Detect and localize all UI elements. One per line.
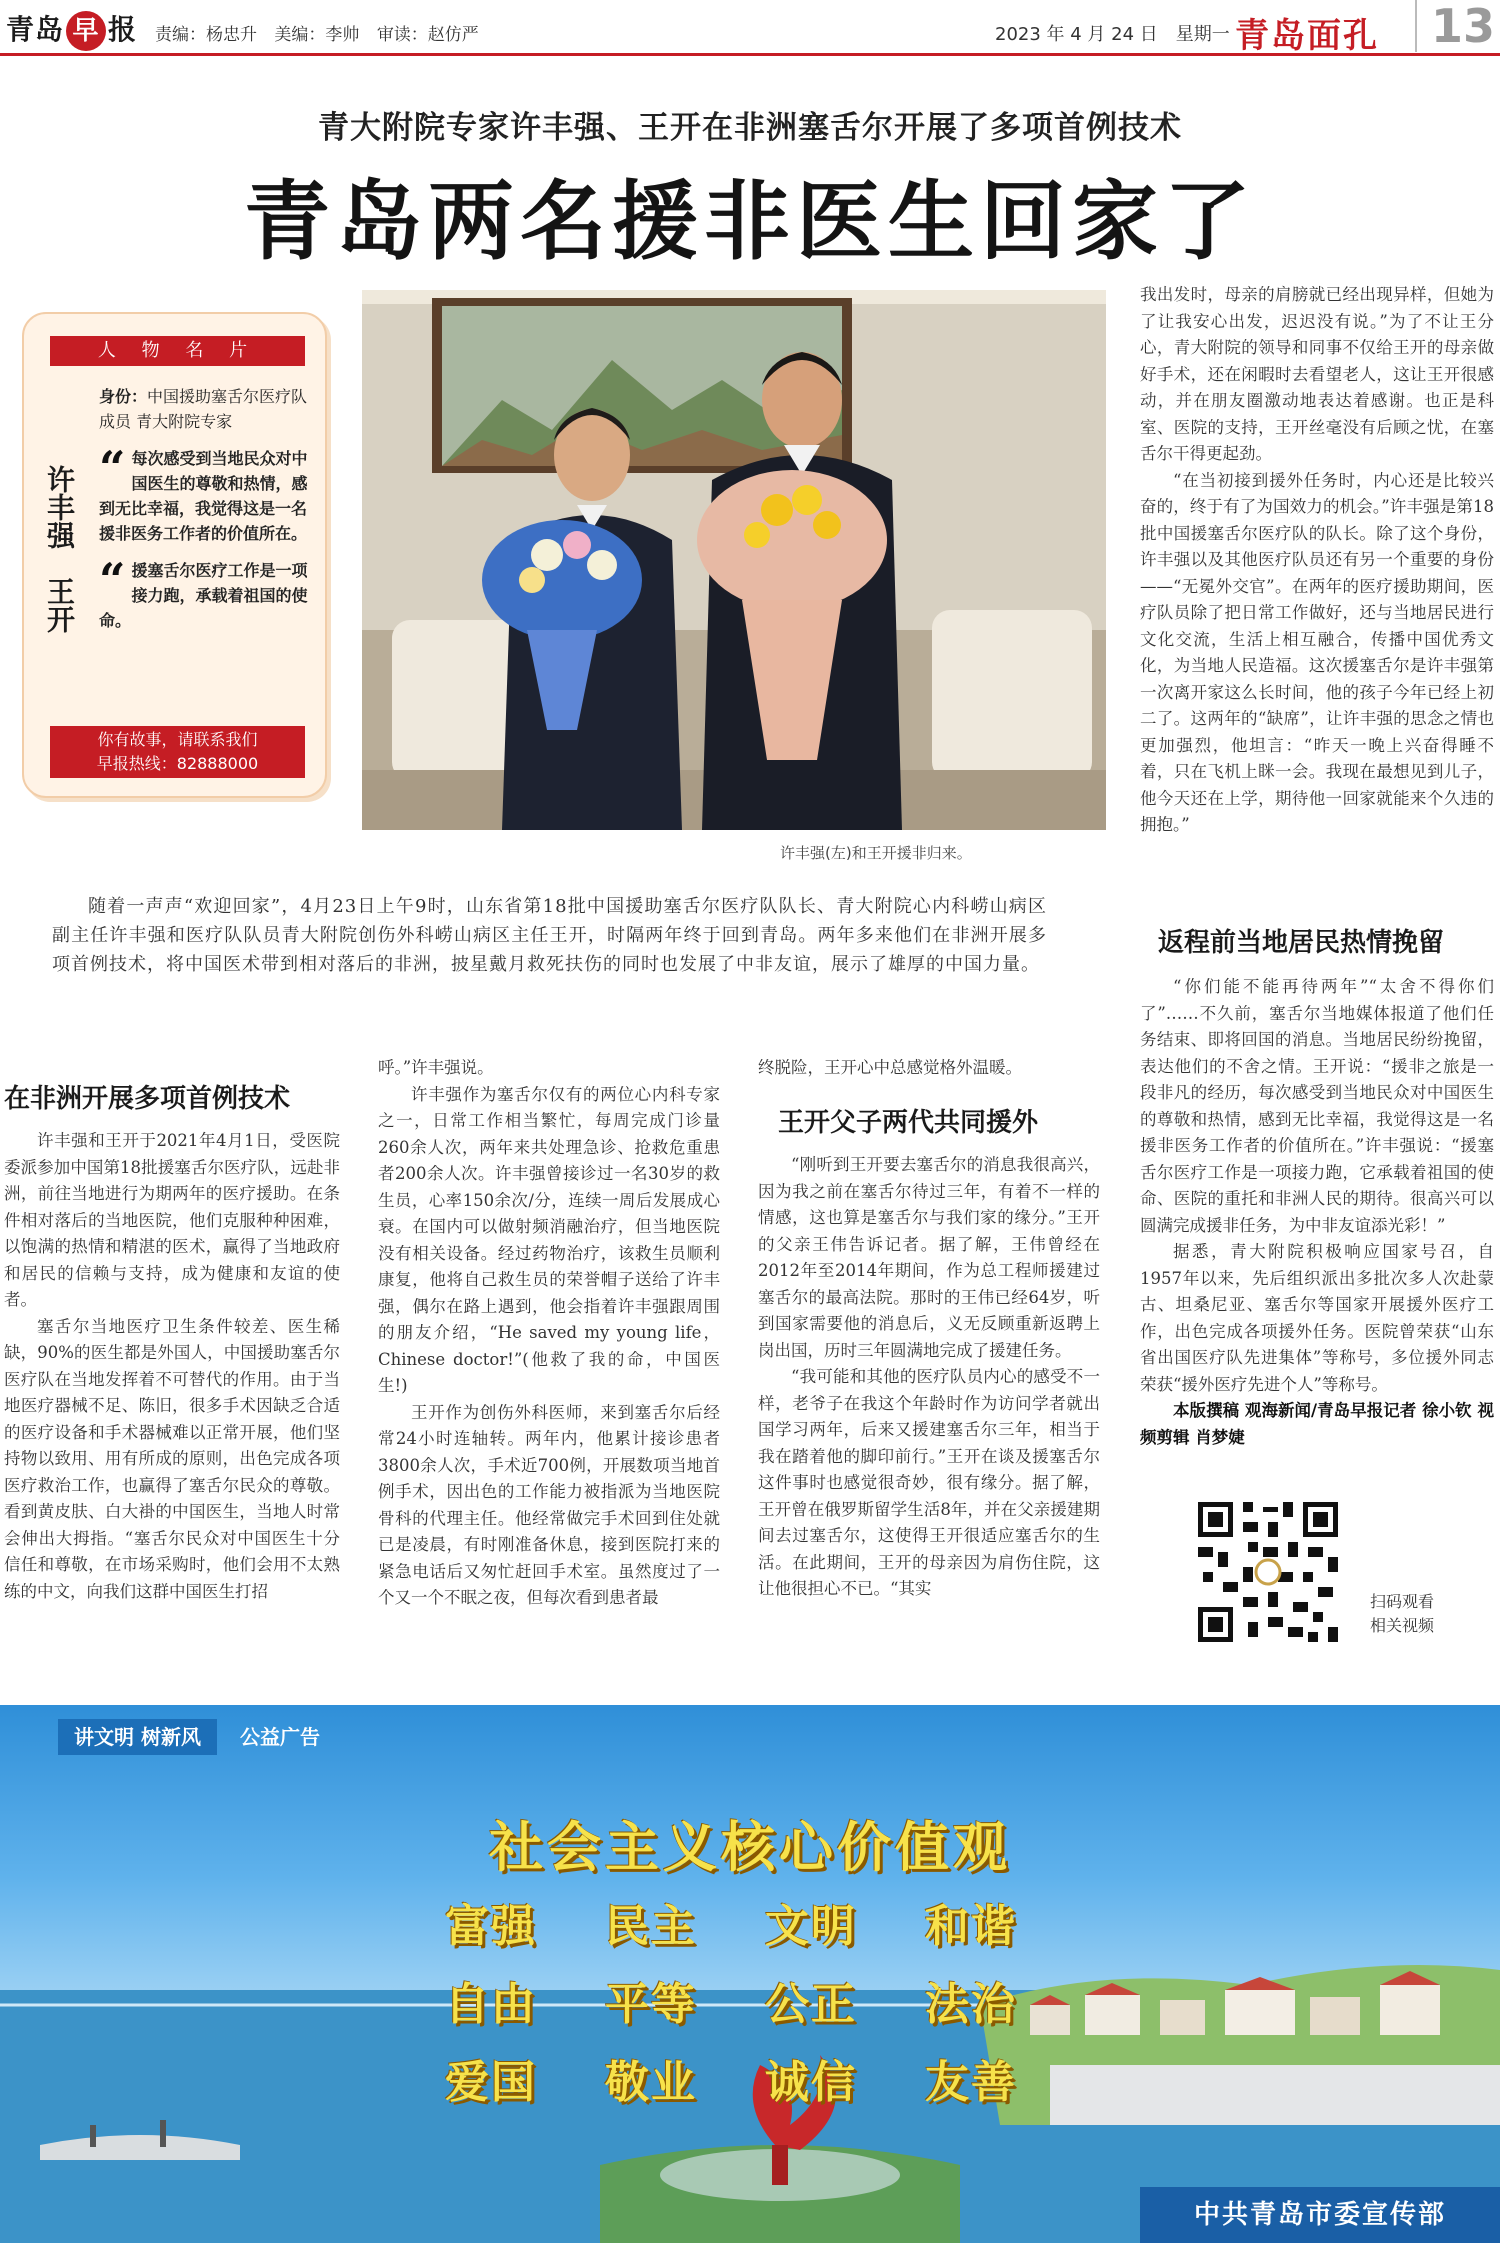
core-value: 友善 — [925, 2057, 1017, 2108]
page-number: 13 — [1415, 0, 1495, 52]
profile-card-body — [99, 384, 319, 633]
logo-circle: 早 — [66, 11, 106, 51]
profile-names: 许丰强 王开 — [43, 465, 76, 633]
story-hotline: 你有故事，请联系我们 早报热线：82888000 — [50, 726, 305, 778]
public-service-ad — [0, 1705, 1500, 2243]
newspaper-logo: 青岛 早 报 — [6, 8, 137, 51]
ad-title: 社会主义核心价值观 — [489, 1816, 1011, 1879]
core-value: 自由 — [445, 1979, 537, 2030]
section-title: 在非洲开展多项首例技术 — [4, 1084, 291, 1114]
quote-mark-icon: “ — [99, 553, 126, 607]
profile-card-header: 人 物 名 片 — [50, 336, 305, 366]
core-values-grid — [445, 1890, 1085, 2110]
section-title: 王开父子两代共同援外 — [778, 1108, 1039, 1138]
core-value: 公正 — [765, 1979, 857, 2030]
photo-caption: 许丰强(左)和王开援非归来。 — [780, 844, 972, 862]
lead-paragraph: 随着一声声“欢迎回家”，4月23日上午9时，山东省第18批中国援助塞舌尔医疗队队长、青大附院心内科崂山病区副主任许丰强和医疗队队员青大附院创伤外科崂山病区主任王开，时隔两年终于回到青岛。两年多来他们在非洲开展多项首例技术，将中国医术带到相对落后的非洲，披星戴月救死扶伤的同时也发展了中非友谊，展示了雄厚的中国力量。 — [52, 896, 1047, 975]
core-value: 平等 — [605, 1979, 697, 2030]
qr-code[interactable] — [1193, 1497, 1343, 1647]
issue-date: 2023 年 4 月 24 日 星期一 — [995, 24, 1230, 45]
article-subtitle: 青大附院专家许丰强、王开在非洲塞舌尔开展了多项首例技术 — [318, 110, 1182, 146]
article-column-4-lower: “你们能不能再待两年”“太舍不得你们了”……不久前，塞舌尔当地媒体报道了他们任务结束、即将回国的消息。当地居民纷纷挽留，表达他们的不舍之情。王开说：“援非之旅是一段非凡的经历，每次感受到当地民众对中国医生的尊敬和热情，感到无比幸福，我觉得这是一名援非医务工作者的价值所在。”许丰强说：“援塞舌尔医疗工作是一项接力跑，它承载着祖国的使命、医院的重托和非洲人民的期待。很高兴可以圆满完成援非任务，为中非友谊添光彩！” 据悉，青大附院积极响应国家号召，自1957年以来，先后组织派出多批次多人次赴蒙古、坦桑尼亚、塞舌尔等国家开展援外医疗工作，出色完成各项援外任务。医院曾荣获“山东省出国医疗队先进集体”等称号，多位援外同志荣获“援外医疗先进个人”等称号。 本版撰稿 观海新闻/青岛早报记者 徐小钦 视频剪辑 肖梦婕 — [1140, 974, 1494, 1484]
article-column-3-top: 终脱险，王开心中总感觉格外温暖。 — [758, 1058, 1022, 1077]
article-column-4: 我出发时，母亲的肩膀就已经出现异样，但她为了让我安心出发，迟迟没有说。”为了不让王分心，青大附院的领导和同事不仅给王开的母亲做好手术，还在闲暇时去看望老人，这让王开很感动，并在朋友圈激动地表达着感谢。也正是科室、医院的支持，王开丝毫没有后顾之忧，在塞舌尔干得更起劲。 “在当初接到援外任务时，内心还是比较兴奋的，终于有了为国效力的机会。”许丰强是第18批中国援塞舌尔医疗队的队长。除了这个身份，许丰强以及其他医疗队员还有另一个重要的身份——“无冕外交官”。在两年的医疗援助期间，医疗队员除了把日常工作做好，还与当地居民进行文化交流，生活上相互融合，传播中国优秀文化，为当地人民造福。这次援塞舌尔是许丰强第一次离开家这么长时间，他的孩子今年已经上初二了。这两年的“缺席”，让许丰强的思念之情也更加强烈，他坦言：“昨天一晚上兴奋得睡不着，只在飞机上眯一会。我现在最想见到儿子，他今天还在上学，期待他一回家就能来个久违的拥抱。” — [1140, 285, 1494, 834]
profile-card — [22, 312, 327, 798]
quote-mark-icon: “ — [99, 441, 126, 495]
core-value: 法治 — [925, 1979, 1017, 2030]
section-name: 青岛面孔 — [1235, 16, 1379, 56]
article-column-2: 呼。”许丰强说。 许丰强作为塞舌尔仅有的两位心内科专家之一，日常工作相当繁忙，每周完成门诊量260余人次，两年来共处理急诊、抢救危重患者200余人次。许丰强曾接诊过一名30岁的救生员，心率150余次/分，连续一周后发展成心衰。在国内可以做射频消融治疗，但当地医院没有相关设备。经过药物治疗，该救生员顺利康复，他将自己救生员的荣誉帽子送给了许丰强，偶尔在路上遇到，他会指着许丰强跟周围的朋友介绍，“He saved my young life，Chinese doctor!”(他救了我的命，中国医生!) 王开作为创伤外科医师，来到塞舌尔后经常24小时连轴转。两年内，他累计接诊患者3800余人次，手术近700例，开展数项当地首例手术，因出色的工作能力被指派为当地医院骨科的代理主任。他经常做完手术回到住处就已是凌晨，有时刚准备休息，接到医院打来的紧急电话后又匆忙赶回手术室。虽然度过了一个又一个不眠之夜，但每次看到患者最 — [378, 1058, 720, 1607]
core-value: 诚信 — [765, 2057, 857, 2108]
ad-tag-label: 公益广告 — [240, 1725, 320, 1749]
core-value: 民主 — [605, 1901, 697, 1952]
doctors-photo-illustration — [362, 290, 1106, 830]
article-headline: 青岛两名援非医生回家了 — [244, 172, 1256, 272]
editor-credit: 责编：杨忠升 — [155, 25, 257, 45]
core-value: 和谐 — [925, 1901, 1017, 1952]
masthead — [0, 0, 1500, 56]
qr-code-icon — [1193, 1497, 1343, 1647]
proofreader-credit: 审读：赵仿严 — [376, 25, 479, 45]
profile-identity: 身份：中国援助塞舌尔医疗队成员 青大附院专家 — [99, 387, 308, 431]
core-value: 富强 — [445, 1901, 537, 1952]
article-photo — [362, 290, 1106, 830]
core-value: 爱国 — [445, 2057, 537, 2108]
ad-tag: 讲文明 树新风 — [58, 1719, 217, 1755]
core-value: 敬业 — [605, 2057, 697, 2108]
article-column-1: 许丰强和王开于2021年4月1日，受医院委派参加中国第18批援塞舌尔医疗队，远赴非洲，前往当地进行为期两年的医疗援助。在条件相对落后的当地医院，他们克服种种困难，以饱满的热情和精湛的医术，赢得了当地政府和居民的信赖与支持，成为健康和友谊的使者。 塞舌尔当地医疗卫生条件较差、医生稀缺，90%的医生都是外国人，中国援助塞舌尔医疗队在当地发挥着不可替代的作用。由于当地医疗器械不足、陈旧，很多手术因缺乏合适的医疗设备和手术器械难以正常开展，他们坚持物以致用、用有所成的原则，出色完成各项医疗救治工作，也赢得了塞舌尔民众的尊敬。看到黄皮肤、白大褂的中国医生，当地人时常会伸出大拇指。“塞舌尔民众对中国医生十分信任和尊敬，在市场采购时，他们会用不太熟练的中文，向我们这群中国医生打招 — [4, 1131, 340, 1601]
profile-quote: “ 每次感受到当地民众对中国医生的尊敬和热情，感到无比幸福，我觉得这是一名援非医务工作者的价值所在。 — [99, 441, 308, 543]
ad-sponsor: 中共青岛市委宣传部 — [1140, 2187, 1500, 2243]
profile-quote: “ 援塞舌尔医疗工作是一项接力跑，承载着祖国的使命。 — [99, 553, 308, 630]
designer-credit: 美编：李帅 — [274, 25, 360, 45]
core-value: 文明 — [765, 1901, 857, 1952]
section-title: 返程前当地居民热情挽留 — [1158, 928, 1445, 958]
editor-credits — [155, 20, 491, 45]
article-column-3: “刚听到王开要去塞舌尔的消息我很高兴，因为我之前在塞舌尔待过三年，有着不一样的情感，这也算是塞舌尔与我们家的缘分。”王开的父亲王伟告诉记者。据了解，王伟曾经在2012年至2014年期间，作为总工程师援建过塞舌尔的最高法院。那时的王伟已经64岁，听到国家需要他的消息后，义无反顾重新返聘上岗出国，历时三年圆满地完成了援建任务。 “我可能和其他的医疗队员内心的感受不一样，老爷子在我这个年龄时作为访问学者就出国学习两年，后来又援建塞舌尔三年，相当于我在踏着他的脚印前行。”王开在谈及援塞舌尔这件事时也感觉很奇妙，很有缘分。据了解，王开曾在俄罗斯留学生活8年，并在父亲援建期间去过塞舌尔，这使得王开很适应塞舌尔的生活。在此期间，王开的母亲因为肩伤住院，这让他很担心不已。“其实 — [758, 1155, 1100, 1598]
article-credit: 本版撰稿 观海新闻/青岛早报记者 徐小钦 视频剪辑 肖梦婕 — [1140, 1401, 1494, 1447]
qr-hint: 扫码观看 相关视频 — [1370, 1592, 1435, 1635]
